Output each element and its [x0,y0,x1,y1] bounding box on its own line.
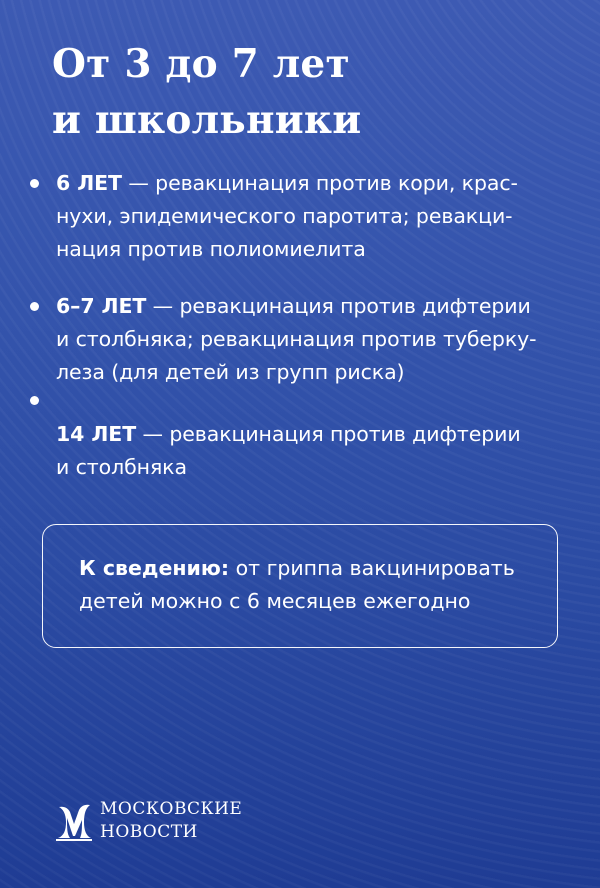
note-text: от гриппа вакцинировать [229,556,515,580]
item-text: — ревакцинация против дифтерии [136,422,521,446]
list-item-14-years [56,418,576,484]
title-line-1: От 3 до 7 лет [52,41,350,87]
item-text: и столбняка [56,455,187,479]
item-text: нухи, эпидемического паротита; ревакци- [56,204,513,228]
item-age: 14 ЛЕТ [56,422,137,446]
logo-text [100,798,242,844]
info-note-text [79,552,539,618]
bullet-2 [30,302,39,311]
note-text: детей можно с 6 месяцев ежегодно [79,589,471,613]
logo-line-1: МОСКОВСКИЕ [100,799,243,819]
item-text: нация против полиомиелита [56,237,366,261]
item-text: — ревакцинация против дифтерии [146,294,531,318]
item-text: и столбняка; ревакцинация против туберку- [56,327,537,351]
title-line-2: и школьники [52,97,362,143]
page-title [52,36,361,148]
mn-logo-icon [54,800,94,842]
item-age: 6–7 ЛЕТ [56,294,147,318]
item-age: 6 ЛЕТ [56,171,122,195]
item-text: леза (для детей из групп риска) [56,360,405,384]
logo-line-2: НОВОСТИ [100,822,198,842]
bullet-1 [30,179,39,188]
list-item-6-7-years [56,290,576,389]
note-label: К сведению: [79,556,230,580]
info-note-box [42,524,558,648]
list-item-6-years [56,167,576,266]
bullet-3 [30,396,39,405]
item-text: — ревакцинация против кори, крас- [121,171,518,195]
